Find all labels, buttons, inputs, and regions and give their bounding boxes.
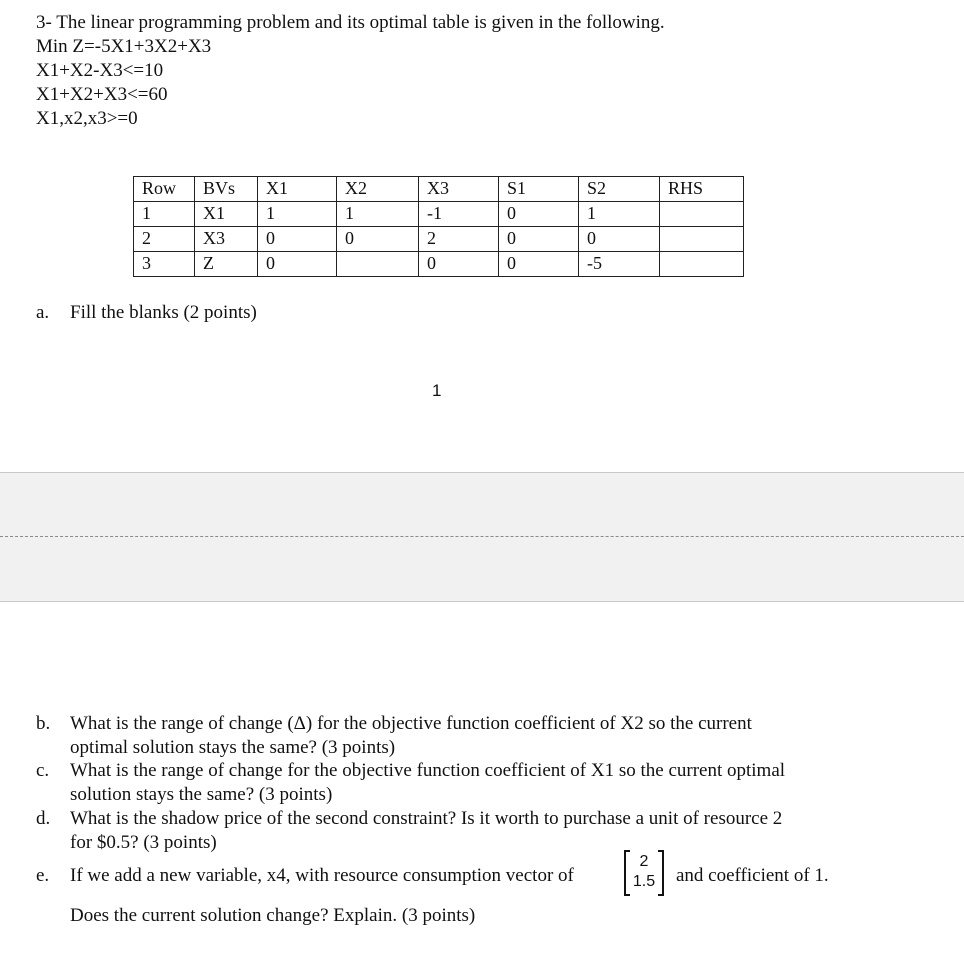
constraint-2: X1+X2+X3<=60 (36, 84, 168, 105)
table-cell: 0 (419, 252, 499, 277)
part-d-letter: d. (36, 808, 51, 829)
table-cell: 1 (337, 202, 419, 227)
part-a-letter: a. (36, 302, 50, 323)
table-cell: 0 (499, 252, 579, 277)
blank-cell (660, 252, 744, 277)
table-cell: 1 (134, 202, 195, 227)
table-cell: 2 (419, 227, 499, 252)
table-cell: 1 (579, 202, 660, 227)
blank-cell (337, 252, 419, 277)
part-b-letter: b. (36, 713, 51, 734)
blank-cell (660, 202, 744, 227)
table-row (134, 227, 744, 252)
table-cell: 0 (579, 227, 660, 252)
table-cell: -1 (419, 202, 499, 227)
table-cell: X3 (195, 227, 258, 252)
objective-function: Min Z=-5X1+3X2+X3 (36, 36, 212, 57)
constraint-1: X1+X2-X3<=10 (36, 60, 164, 81)
part-e-text-after: and coefficient of 1. (676, 865, 829, 886)
part-c-line-2: solution stays the same? (3 points) (70, 784, 333, 805)
table-cell: 1 (258, 202, 337, 227)
optimal-simplex-table (133, 176, 744, 277)
part-b-line-2: optimal solution stays the same? (3 points) (70, 737, 396, 758)
part-a-text: Fill the blanks (2 points) (70, 302, 257, 323)
table-cell: 2 (134, 227, 195, 252)
nonnegativity-constraint: X1,x2,x3>=0 (36, 108, 138, 129)
page-break-line (0, 536, 964, 537)
header-s2: S2 (579, 177, 660, 202)
part-c-letter: c. (36, 760, 50, 781)
part-e-letter: e. (36, 865, 50, 886)
header-bvs: BVs (195, 177, 258, 202)
table-row (134, 202, 744, 227)
table-cell: 3 (134, 252, 195, 277)
table-cell: X1 (195, 202, 258, 227)
table-cell: Z (195, 252, 258, 277)
header-x2: X2 (337, 177, 419, 202)
header-s1: S1 (499, 177, 579, 202)
header-x1: X1 (258, 177, 337, 202)
question-header: 3- The linear programming problem and its optimal table is given in the following. (36, 12, 665, 33)
part-c-line-1: What is the range of change for the objective function coefficient of X1 so the current optimal (70, 760, 786, 781)
table-cell: 0 (499, 202, 579, 227)
table-cell: 0 (258, 227, 337, 252)
vector-entry-1: 2 (639, 853, 649, 870)
blank-cell (660, 227, 744, 252)
part-d-line-2: for $0.5? (3 points) (70, 832, 217, 853)
header-row: Row (134, 177, 195, 202)
part-e-text-before: If we add a new variable, x4, with resource consumption vector of (70, 865, 574, 886)
table-cell: 0 (258, 252, 337, 277)
table-row (134, 252, 744, 277)
page-number: 1 (432, 381, 442, 400)
header-x3: X3 (419, 177, 499, 202)
vector-entry-2: 1.5 (632, 873, 656, 890)
table-cell: -5 (579, 252, 660, 277)
part-d-line-1: What is the shadow price of the second constraint? Is it worth to purchase a unit of resource 2 (70, 808, 783, 829)
document-page-1 (0, 0, 964, 472)
part-e-line-2: Does the current solution change? Explain. (3 points) (70, 905, 476, 926)
page-gap (0, 472, 964, 602)
table-header-row (134, 177, 744, 202)
resource-vector-matrix (624, 851, 664, 895)
part-b-line-1: What is the range of change (Δ) for the objective function coefficient of X2 so the current (70, 713, 752, 734)
table-cell: 0 (499, 227, 579, 252)
header-rhs: RHS (660, 177, 744, 202)
table-cell: 0 (337, 227, 419, 252)
